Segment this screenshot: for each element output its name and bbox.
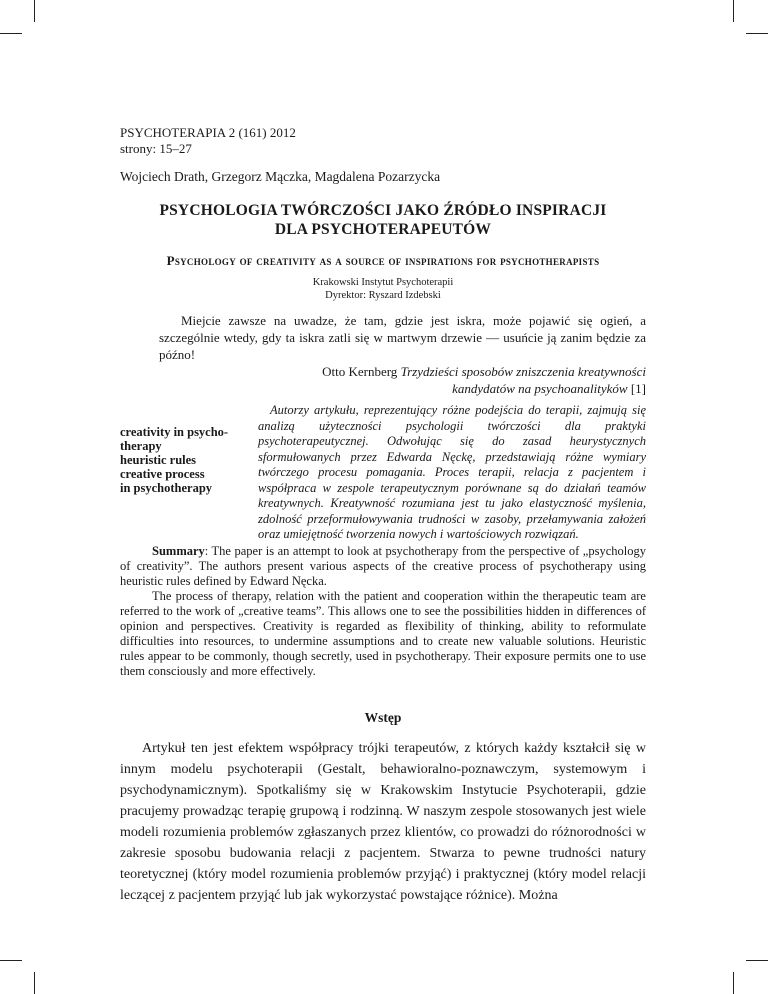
english-title: Psychology of creativity as a source of inspirations for psychotherapists xyxy=(166,253,600,268)
epigraph-source-2 xyxy=(159,380,646,397)
epigraph xyxy=(159,312,646,397)
section-heading: Wstęp xyxy=(364,710,402,725)
crop-mark xyxy=(733,0,734,22)
title-line-1: PSYCHOLOGIA TWÓRCZOŚCI JAKO ŹRÓDŁO INSPIRACJI xyxy=(159,202,607,219)
paper-title xyxy=(120,201,646,239)
summary-label: Summary xyxy=(152,544,205,558)
epigraph-work-line-1: Trzydzieści sposobów zniszczenia kreatywności xyxy=(400,364,646,379)
keyword-line: creative process xyxy=(120,467,205,481)
director: Dyrektor: Ryszard Izdebski xyxy=(325,290,441,301)
crop-mark xyxy=(34,972,35,994)
page-range: strony: 15–27 xyxy=(120,141,192,156)
crop-mark xyxy=(0,33,22,34)
summary-text-1: : The paper is an attempt to look at psychotherapy from the perspective of „psychology of creativity”. The authors present various aspects of the creative process of psychotherapy using heuristic rules defined by Edward Nęcka. xyxy=(120,544,646,588)
body-paragraph: Artykuł ten jest efektem współpracy trójki terapeutów, z których każdy kształcił się w innym modelu psychoterapii (Gestalt, behawioralno-poznawczym, systemowym i psychodynamicznym). Spotkaliśmy się w Krakowskim Instytucie Psychoterapii, gdzie pracujemy prowadząc terapię grupową i rodzinną. W naszym zespole stosowanych jest wiele modeli rozumienia problemów zgłaszanych przez klientów, co prowadzi do różnorodności w zakresie sposobu budowania relacji z pacjentem. Stwarza to pewne trudności natury teoretycznej (który model rozumienia problemów przyjąć) i praktycznej (który model relacji leczącej z pacjentem przyjąć lub jak wykorzystać powstające różnice). Można xyxy=(120,741,646,903)
summary xyxy=(120,544,646,679)
keyword-line: in psychotherapy xyxy=(120,481,213,495)
crop-mark xyxy=(733,972,734,994)
journal-name: PSYCHOTERAPIA 2 (161) 2012 xyxy=(120,125,296,140)
crop-mark xyxy=(746,960,768,961)
keywords xyxy=(120,425,228,495)
abstract-polish xyxy=(258,403,646,543)
crop-mark xyxy=(0,960,22,961)
epigraph-source xyxy=(159,363,646,380)
keyword-line: creativity in psycho- xyxy=(120,425,229,439)
summary-paragraph-2: The process of therapy, relation with the patient and cooperation within the therapeutic team are referred to the work of „creative teams”. This allows one to see the possibilities hidden in differences of opinion and perspectives. Creativity is regarded as flexibility of thinking, ability to reformulate difficulties into resources, to undermine assumptions and to create new valuable solutions. Heuristic rules appear to be commonly, though secretly, used in psychotherapy. Their exposure permits one to use them consciously and more effectively. xyxy=(120,589,646,678)
affiliation xyxy=(120,276,646,302)
authors: Wojciech Drath, Grzegorz Mączka, Magdalena Pozarzycka xyxy=(120,169,441,184)
epigraph-quote: Miejcie zawsze na uwadze, że tam, gdzie jest iskra, może pojawić się ogień, a szczególnie wtedy, gdy ta iskra zatli się w martwym drzewie — usuńcie ją zanim będzie za późno! xyxy=(159,313,646,362)
journal-header xyxy=(120,125,296,157)
body-text xyxy=(120,738,646,906)
abstract-text: Autorzy artykułu, reprezentujący różne podejścia do terapii, zajmują się analizą użyteczności psychologii twórczości dla praktyki psychoterapeutycznej. Odwołując się do zasad heurystycznych sformułowanych przez Edwarda Nęckę, przedstawiają różne wymiary twórczego procesu pomagania. Proces terapii, relacja z pacjentem i współpraca w zespole terapeutycznym porównane są do działań teamów kreatywnych. Kreatywność rozumiana jest tu jako elastyczność myślenia, zdolność przeformułowywania trudności w zasoby, przełamywania założeń oraz umiejętność tworzenia nowych i wartościowych rozwiązań. xyxy=(258,403,646,541)
keyword-line: heuristic rules xyxy=(120,453,197,467)
epigraph-work-line-2: kandydatów na psychoanalityków xyxy=(452,381,628,396)
crop-mark xyxy=(746,33,768,34)
keyword-line: therapy xyxy=(120,439,162,453)
epigraph-author: Otto Kernberg xyxy=(322,364,398,379)
crop-mark xyxy=(34,0,35,22)
institute: Krakowski Instytut Psychoterapii xyxy=(312,277,454,288)
epigraph-reference: [1] xyxy=(630,381,646,396)
title-line-2: DLA PSYCHOTERAPEUTÓW xyxy=(274,221,492,238)
summary-paragraph-1 xyxy=(120,544,646,589)
